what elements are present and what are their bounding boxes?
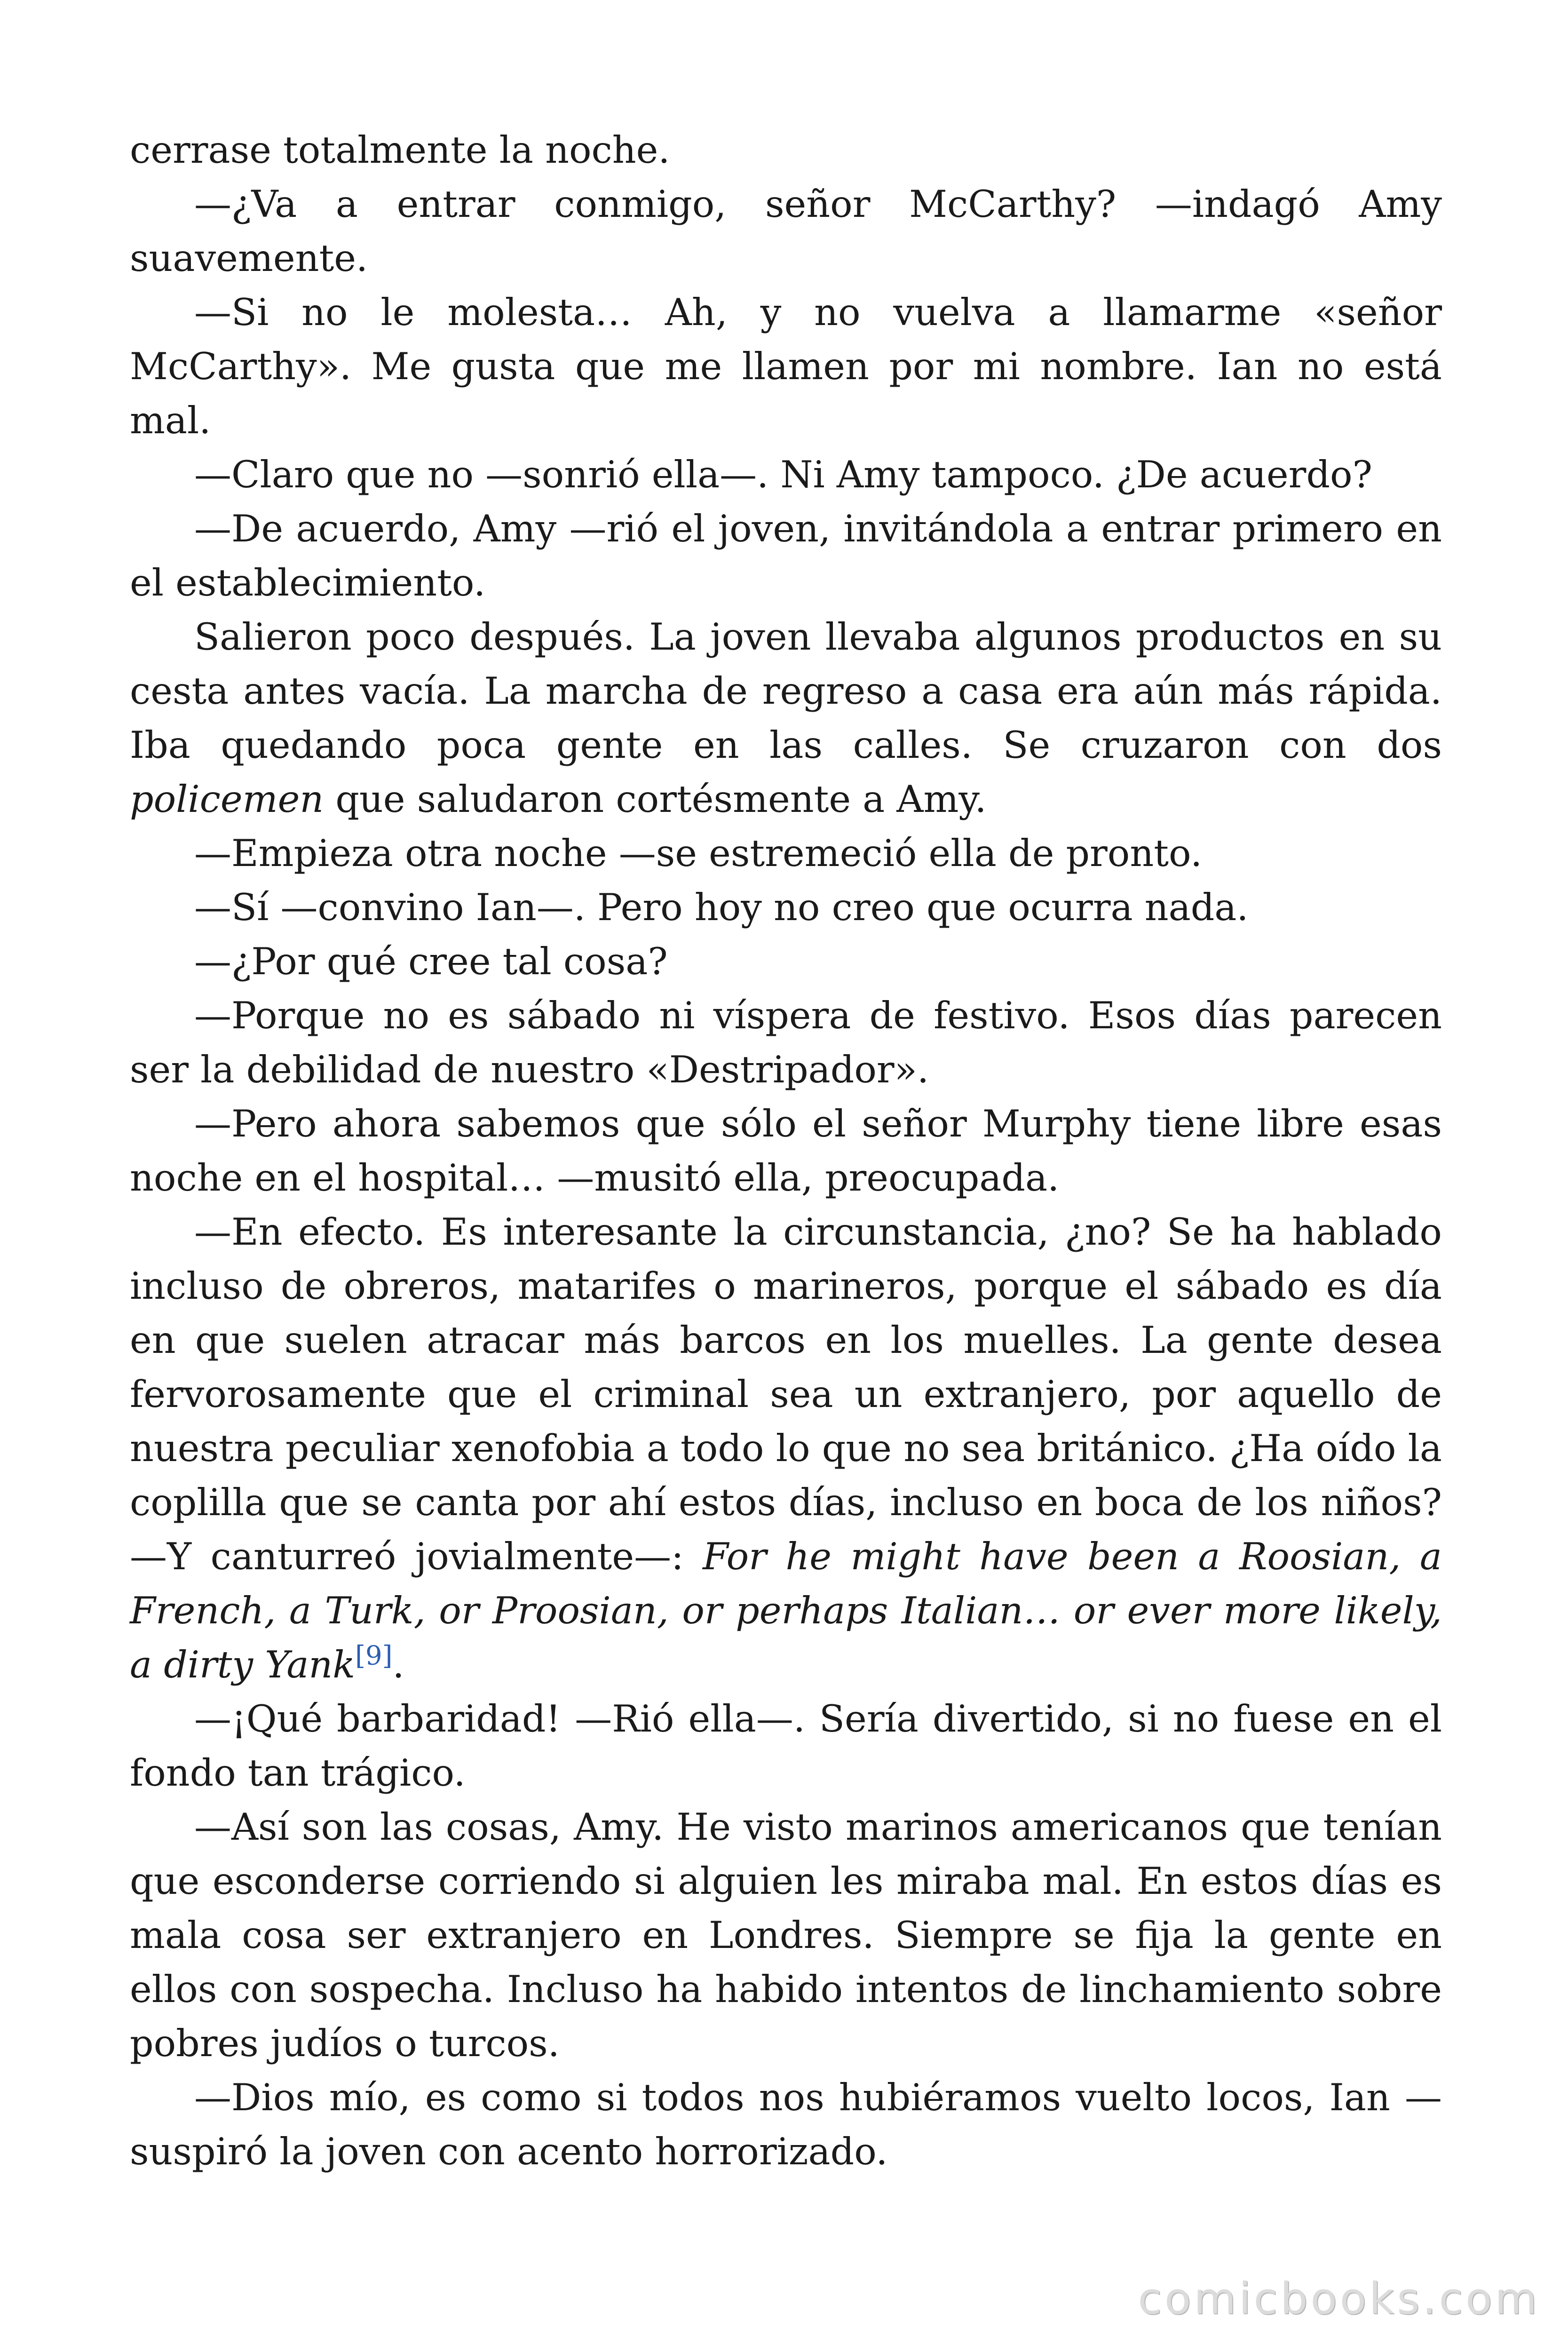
paragraph: —Claro que no —sonrió ella—. Ni Amy tampoco. ¿De acuerdo? [194,453,1372,496]
page-text [130,123,1442,2179]
paragraph: —¡Qué barbaridad! —Rió ella—. Sería divertido, si no fuese en el fondo tan trágico. [130,1697,1442,1795]
paragraph: —De acuerdo, Amy —rió el joven, invitándola a entrar primero en el establecimiento. [130,507,1442,604]
paragraph [130,1205,1442,1692]
paragraph: —¿Por qué cree tal cosa? [194,940,668,983]
song-lyric: For he might have been a Roosian, a French, a Turk, or Proosian, or perhaps Italian… or ever more likely, a dirty Yank [130,1535,1442,1686]
paragraph: —Sí —convino Ian—. Pero hoy no creo que ocurra nada. [194,886,1249,929]
paragraph-text: . [392,1643,404,1686]
paragraph: —Si no le molesta… Ah, y no vuelva a llamarme «señor McCarthy». Me gusta que me llamen por mi nombre. Ian no está mal. [130,291,1442,442]
paragraph: —Dios mío, es como si todos nos hubiéramos vuelto locos, Ian —suspiró la joven con acento horrorizado. [130,2076,1442,2173]
paragraph [130,610,1442,826]
watermark: comicbooks.com [1138,2273,1540,2324]
footnote-link[interactable]: [9] [355,1640,393,1671]
paragraph: —Pero ahora sabemos que sólo el señor Murphy tiene libre esas noche en el hospital… —musitó ella, preocupada. [130,1102,1442,1200]
paragraph: —¿Va a entrar conmigo, señor McCarthy? —indagó Amy suavemente. [130,183,1442,280]
paragraph-text: —En efecto. Es interesante la circunstancia, ¿no? Se ha hablado incluso de obreros, matarifes o marineros, porque el sábado es día en que suelen atracar más barcos en los muelles. La gente desea fervorosamente que el criminal sea un extranjero, por aquello de nuestra peculiar xenofobia a todo lo que no sea británico. ¿Ha oído la coplilla que se canta por ahí estos días, incluso en boca de los niños? —Y canturreó jovialmente—: [130,1210,1442,1578]
paragraph-text: Salieron poco después. La joven llevaba algunos productos en su cesta antes vacía. La marcha de regreso a casa era aún más rápida. Iba quedando poca gente en las calles. Se cruzaron con dos [130,615,1442,767]
paragraph: —Porque no es sábado ni víspera de festivo. Esos días parecen ser la debilidad de nuestro «Destripador». [130,994,1442,1091]
paragraph: —Así son las cosas, Amy. He visto marinos americanos que tenían que esconderse corriendo si alguien les miraba mal. En estos días es mala cosa ser extranjero en Londres. Siempre se fija la gente en ellos con sospecha. Incluso ha habido intentos de linchamiento sobre pobres judíos o turcos. [130,1805,1442,2065]
italic-term: policemen [130,778,324,821]
paragraph-text: que saludaron cortésmente a Amy. [324,778,987,821]
paragraph: —Empieza otra noche —se estremeció ella de pronto. [194,832,1203,875]
paragraph: cerrase totalmente la noche. [130,128,670,172]
